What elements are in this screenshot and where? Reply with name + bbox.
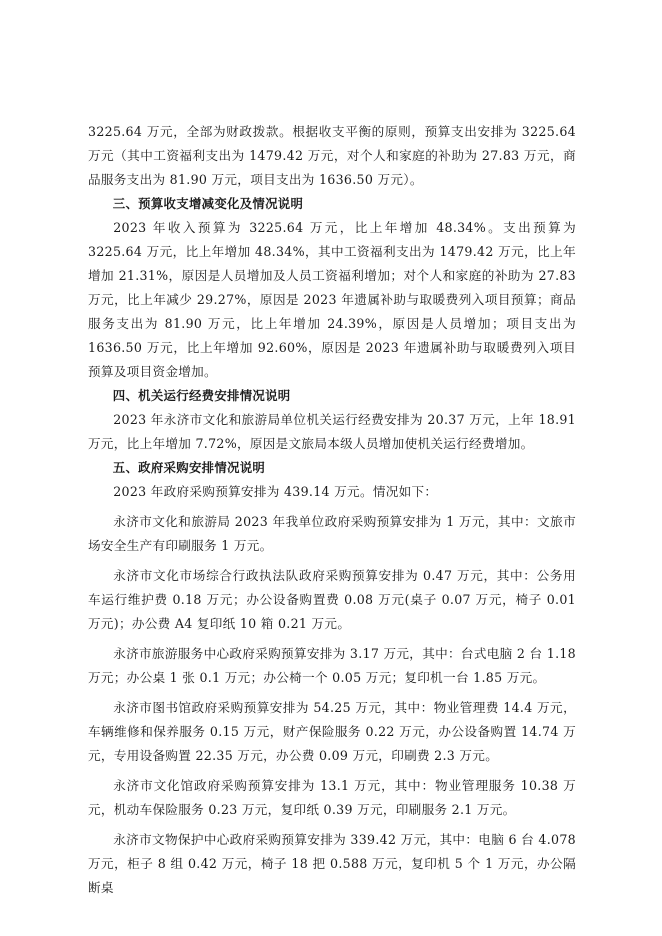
paragraph-procurement-bureau: 永济市文化和旅游局 2023 年我单位政府采购预算安排为 1 万元，其中：文旅市场安全生产有印刷服务 1 万元。 [88, 514, 576, 553]
paragraph-procurement-total: 2023 年政府采购预算安排为 439.14 万元。情况如下： [113, 484, 438, 499]
paragraph-budget-summary: 3225.64 万元，全部为财政拨款。根据收支平衡的原则，预算支出安排为 3225.64 万元（其中工资福利支出为 1479.42 万元，对个人和家庭的补助为 27.83 万元，商品服务支出为 81.90 万元，项目支出为 1636.50 万元）。 [88, 124, 576, 187]
paragraph-procurement-library: 永济市图书馆政府采购预算安排为 54.25 万元，其中：物业管理费 14.4 万元，车辆维修和保养服务 0.15 万元，财产保险服务 0.22 万元，办公设备购置 14.74 万元，专用设备购置 22.35 万元，办公费 0.09 万元，印刷费 2.3 万元。 [88, 700, 576, 763]
paragraph-procurement-enforcement: 永济市文化市场综合行政执法队政府采购预算安排为 0.47 万元，其中：公务用车运行维护费 0.18 万元；办公设备购置费 0.08 万元(桌子 0.07 万元，椅子 0.01 万元)；办公费 A4 复印纸 10 箱 0.21 万元。 [88, 568, 576, 631]
paragraph-procurement-heritage: 永济市文物保护中心政府采购预算安排为 339.42 万元，其中：电脑 6 台 4.078 万元，柜子 8 组 0.42 万元，椅子 18 把 0.588 万元，复印机 5 个 1 万元，办公隔断桌 [88, 832, 576, 895]
paragraph-procurement-tourism: 永济市旅游服务中心政府采购预算安排为 3.17 万元，其中：台式电脑 2 台 1.18 万元；办公桌 1 张 0.1 万元；办公椅一个 0.05 万元；复印机一台 1.85 万元。 [88, 646, 576, 685]
section-heading-4: 四、机关运行经费安排情况说明 [112, 388, 291, 403]
paragraph-procurement-cultural-center: 永济市文化馆政府采购预算安排为 13.1 万元，其中：物业管理服务 10.38 万元，机动车保险服务 0.23 万元，复印纸 0.39 万元，印刷服务 2.1 万元。 [88, 778, 576, 817]
paragraph-operating-costs: 2023 年永济市文化和旅游局单位机关运行经费安排为 20.37 万元，上年 18.91 万元，比上年增加 7.72%，原因是文旅局本级人员增加使机关运行经费增加。 [88, 412, 576, 451]
section-heading-5: 五、政府采购安排情况说明 [112, 460, 266, 475]
document-body [88, 120, 576, 900]
paragraph-budget-changes: 2023 年收入预算为 3225.64 万元，比上年增加 48.34%。支出预算为 3225.64 万元，比上年增加 48.34%，其中工资福利支出为 1479.42 万元，比上年增加 21.31%，原因是人员增加及人员工资福利增加；对个人和家庭的补助为 27.83 万元，比上年减少 29.27%，原因是 2023 年遗属补助与取暖费列入项目预算；商品服务支出为 81.90 万元，比上年增加 24.39%，原因是人员增加；项目支出为 1636.50 万元，比上年增加 92.60%，原因是 2023 年遗属补助与取暖费列入项目预算及项目资金增加。 [88, 220, 576, 379]
section-heading-3: 三、预算收支增减变化及情况说明 [112, 196, 304, 211]
